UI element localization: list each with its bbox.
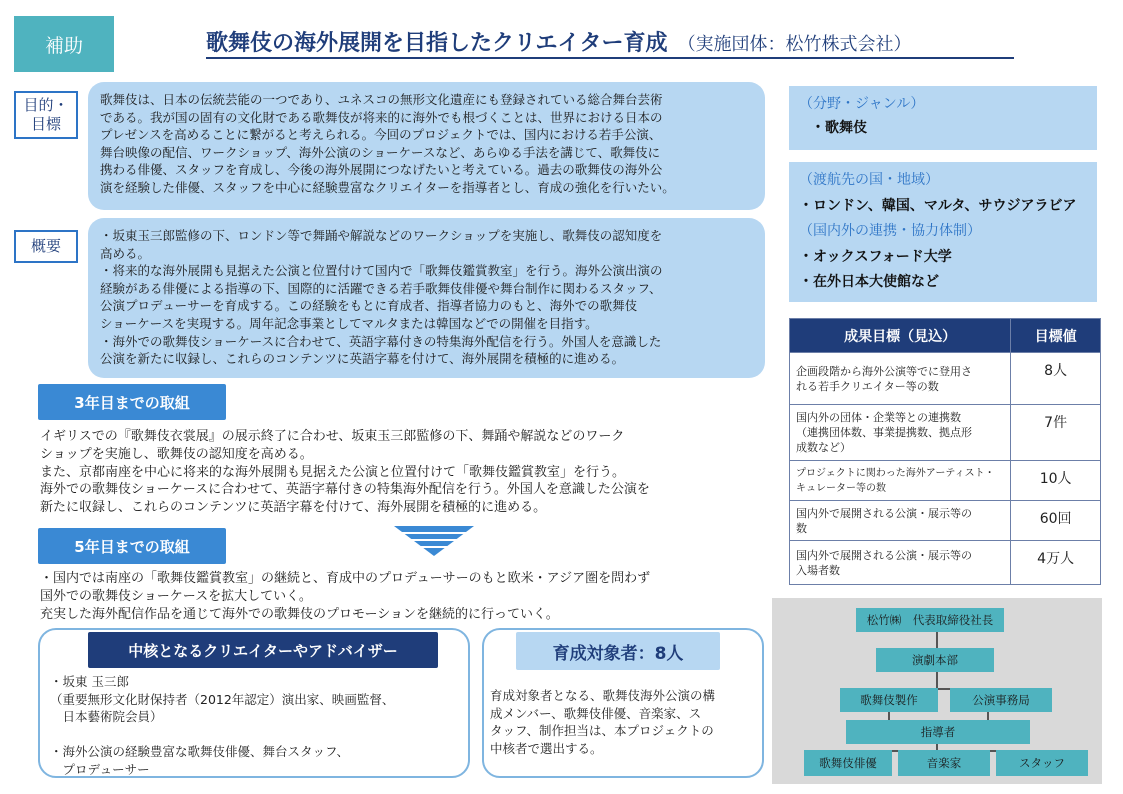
purpose-label-line1: 目的・: [23, 96, 69, 114]
category-tag: 補助: [14, 16, 114, 72]
overview-line: ・坂東玉三郎監修の下、ロンドン等で舞踊や解説などのワークショップを実施し、歌舞伎の認知度を: [100, 228, 663, 243]
trainees-line: 育成対象者となる、歌舞伎海外公演の構: [490, 688, 716, 703]
purpose-label-line2: 目標: [30, 115, 61, 133]
target-value: 7件: [1011, 405, 1101, 461]
target-label-line: 国内外で展開される公演・展示等の: [796, 548, 972, 562]
target-label-line: 国内外の団体・企業等との連携数: [796, 411, 961, 424]
target-label: [790, 501, 1011, 541]
purpose-line: 携わる俳優、スタッフを育成し、今後の海外展開につなげたいと考えている。過去の歌舞伎の海外公: [100, 162, 663, 178]
year3-line: 海外での歌舞伎ショーケースに合わせて、英語字幕付きの特集海外配信を行う。外国人を意識した公演を: [40, 482, 650, 498]
creators-line: （重要無形文化財保持者（2012年認定）演出家、映画監督、: [50, 691, 395, 707]
purpose-line: 歌舞伎は、日本の伝統芸能の一つであり、ユネスコの無形文化遺産にも登録されている総合舞台芸術: [100, 92, 663, 107]
table-row: [790, 353, 1101, 405]
down-arrow-icon: [392, 524, 476, 558]
field-heading: （分野・ジャンル）: [799, 96, 925, 112]
trainees-line: タッフ、制作担当は、本プロジェクトの: [490, 723, 714, 738]
table-row: [790, 541, 1101, 585]
year3-line: 新たに収録し、これらのコンテンツに英語字幕を付けて、海外展開を積極的に進める。: [40, 500, 547, 516]
targets-header-row: [790, 319, 1101, 353]
table-row: [790, 461, 1101, 501]
target-label-line: れる若手クリエイター等の数: [796, 379, 939, 393]
overview-label: 概要: [14, 230, 78, 263]
field-box: [789, 86, 1097, 150]
purpose-label: [14, 91, 78, 139]
title-text: 歌舞伎の海外展開を目指したクリエイター育成: [206, 31, 668, 56]
target-label-line: プロジェクトに関わった海外アーティスト・: [796, 467, 995, 479]
overview-line: ショーケースを実現する。周年記念事業としてマルタまたは韓国などでの開催を目指す。: [100, 315, 598, 331]
overview-line: ・将来的な海外展開も見据えた公演と位置付けて国内で「歌舞伎鑑賞教室」を行う。海外公演出演の: [100, 263, 663, 279]
overview-line: ・海外での歌舞伎ショーケースに合わせて、英語字幕付きの特集海外配信を行う。外国人を意識した: [100, 333, 662, 349]
target-label-line: 数: [796, 521, 807, 535]
partner-item: ・オックスフォード大学: [799, 248, 952, 265]
org-node-staff: スタッフ: [996, 750, 1088, 776]
trainees-heading: 育成対象者：8人: [516, 632, 720, 670]
targets-col-goal: 成果目標（見込）: [790, 319, 1011, 353]
organizer-text: （実施団体：松竹株式会社）: [677, 34, 912, 55]
target-value: 10人: [1011, 461, 1101, 501]
target-value: 8人: [1011, 353, 1101, 405]
year5-body: [40, 570, 650, 623]
target-label-line: 企画段階から海外公演等でに登用さ: [796, 364, 972, 378]
org-node-actors: 歌舞伎俳優: [804, 750, 892, 776]
field-item: ・歌舞伎: [811, 120, 867, 136]
target-label-line: 入場者数: [796, 563, 840, 577]
creators-line: ・坂東 玉三郎: [50, 674, 129, 689]
targets-col-value: 目標値: [1011, 319, 1101, 353]
trainees-line: 中核者で選出する。: [490, 740, 603, 756]
purpose-line: 舞台映像の配信、ワークショップ、海外公演のショーケースなど、あらゆる手法を講じて、歌舞伎に: [100, 144, 661, 160]
trainees-line: 成メンバー、歌舞伎俳優、音楽家、ス: [490, 705, 702, 721]
year5-line: 国外での歌舞伎ショーケースを拡大していく。: [40, 588, 312, 604]
purpose-line: プレゼンスを高めることに繋がると考えられる。今回のプロジェクトでは、国内における若手公演、: [100, 127, 662, 143]
overview-line: 経験がある俳優による指導の下、国際的に活躍できる若手歌舞伎俳優や舞台制作に関わるスタッフ、: [100, 280, 662, 296]
target-value: 60回: [1011, 501, 1101, 541]
target-label: [790, 353, 1011, 405]
target-label: [790, 405, 1011, 461]
purpose-line: である。我が国の固有の文化財である歌舞伎が将来的に海外でも根づくことは、世界における日本の: [100, 109, 663, 125]
year3-heading: 3年目までの取組: [38, 384, 226, 420]
partners-heading: （国内外の連携・協力体制）: [799, 223, 981, 239]
table-row: [790, 501, 1101, 541]
org-node-musicians: 音楽家: [898, 750, 990, 776]
page-title: [206, 26, 912, 57]
org-node-kabuki-production: 歌舞伎製作: [840, 688, 938, 712]
target-label-line: 国内外で展開される公演・展示等の: [796, 506, 972, 520]
year5-line: 充実した海外配信作品を通じて海外での歌舞伎のプロモーションを継続的に行っていく。: [40, 606, 559, 622]
overview-line: 公演を新たに収録し、これらのコンテンツに英語字幕を付けて、海外展開を積極的に進める。: [100, 351, 625, 367]
creators-line: プロデューサー: [50, 761, 150, 777]
org-node-president: 松竹㈱ 代表取締役社長: [856, 608, 1004, 632]
org-connector: [936, 672, 938, 688]
year3-line: イギリスでの『歌舞伎衣裳展』の展示終了に合わせ、坂東玉三郎監修の下、舞踊や解説などのワーク: [40, 429, 625, 444]
destination-heading: （渡航先の国・地域）: [799, 172, 939, 188]
target-label-line: キュレーター等の数: [796, 482, 886, 494]
target-label: [790, 541, 1011, 585]
year5-line: ・国内では南座の「歌舞伎鑑賞教室」の継続と、育成中のプロデューサーのもと欧米・アジア圏を問わず: [40, 571, 651, 586]
targets-table: [789, 318, 1101, 585]
table-row: [790, 405, 1101, 461]
org-node-performance-office: 公演事務局: [950, 688, 1052, 712]
destination-item: ・ロンドン、韓国、マルタ、サウジアラビア: [799, 197, 1077, 214]
creators-line: [50, 726, 394, 744]
creators-heading: 中核となるクリエイターやアドバイザー: [88, 632, 438, 668]
target-label-line: 成数など）: [796, 441, 851, 454]
org-node-theatre-dept: 演劇本部: [876, 648, 994, 672]
purpose-line: 演を経験した俳優、スタッフを中心に経験豊富なクリエイターを指導者とし、育成の強化を行いたい。: [100, 179, 675, 195]
creators-line: 日本藝術院会員）: [50, 709, 163, 724]
purpose-bubble: [88, 82, 765, 210]
destination-box: [789, 162, 1097, 302]
title-underline: [206, 57, 1014, 59]
overview-line: 公演プロデューサーを育成する。この経験をもとに育成者、指導者協力のもと、海外での歌舞伎: [100, 298, 638, 314]
target-label: [790, 461, 1011, 501]
year5-heading: 5年目までの取組: [38, 528, 226, 564]
creators-line: ・海外公演の経験豊富な歌舞伎俳優、舞台スタッフ、: [50, 744, 350, 759]
partner-item: ・在外日本大使館など: [799, 274, 939, 290]
trainees-body: [490, 687, 715, 757]
target-value: 4万人: [1011, 541, 1101, 585]
year3-line: また、京都南座を中心に将来的な海外展開も見据えた公演と位置付けて「歌舞伎鑑賞教室」を行う。: [40, 464, 626, 480]
org-node-instructors: 指導者: [846, 720, 1030, 744]
year3-line: ショップを実施し、歌舞伎の認知度を高める。: [40, 446, 313, 462]
overview-bubble: [88, 218, 765, 378]
creators-body: [50, 673, 394, 778]
target-label-line: （連携団体数、事業提携数、拠点形: [796, 426, 972, 439]
overview-line: 高める。: [100, 245, 151, 261]
year3-body: [40, 428, 650, 517]
